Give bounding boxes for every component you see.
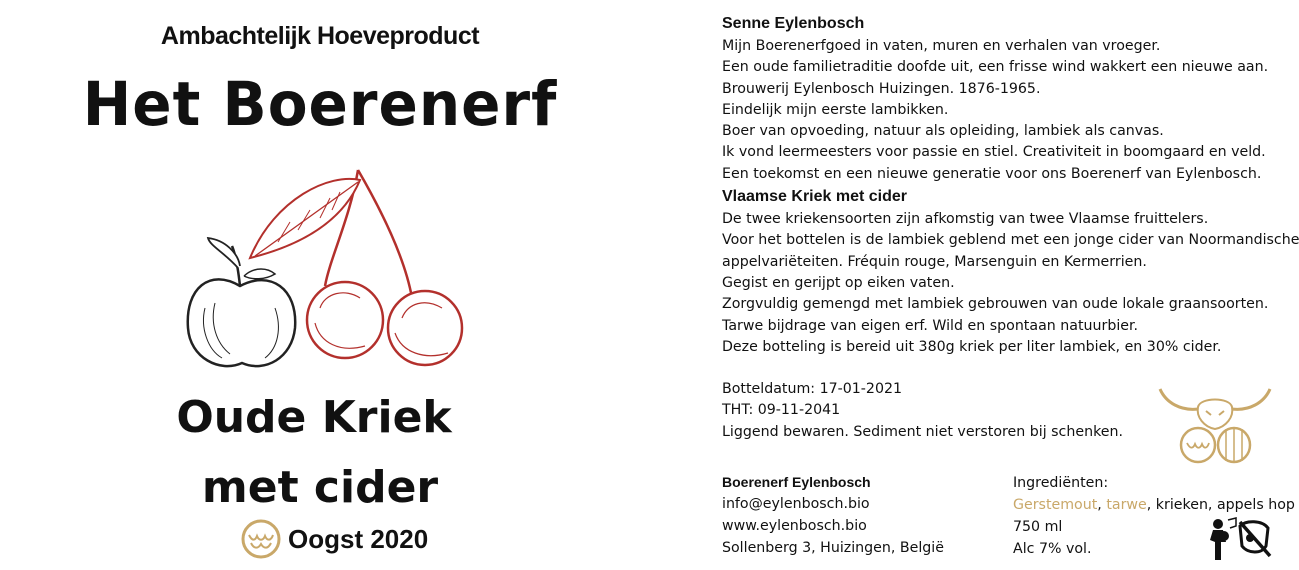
contact-address: Sollenberg 3, Huizingen, België bbox=[722, 540, 944, 556]
wavy-circle-logo-icon bbox=[240, 518, 282, 560]
bottling-date: Botteldatum: 17-01-2021 bbox=[722, 381, 903, 398]
harvest-badge bbox=[240, 518, 428, 560]
beer-line: appelvariëteiten. Fréquin rouge, Marsenguin en Kermerrien. bbox=[722, 253, 1147, 270]
ingredients-rest: , krieken, appels hop bbox=[1146, 497, 1295, 513]
allergen-wheat: tarwe bbox=[1106, 497, 1147, 513]
back-label-text bbox=[722, 12, 1299, 443]
best-before-date: THT: 09-11-2041 bbox=[722, 402, 841, 419]
contact-website: www.eylenbosch.bio bbox=[722, 518, 867, 534]
storage-instructions: Liggend bewaren. Sediment niet verstoren bij schenken. bbox=[722, 423, 1124, 440]
front-label bbox=[0, 0, 640, 570]
alcohol-percentage: Alc 7% vol. bbox=[1013, 541, 1092, 557]
harvest-year: Oogst 2020 bbox=[288, 523, 429, 554]
allergen-barley: Gerstemout bbox=[1013, 497, 1098, 513]
story-line: Brouwerij Eylenbosch Huizingen. 1876-1965. bbox=[722, 80, 1041, 97]
beer-name-line1: Oude Kriek bbox=[176, 392, 452, 443]
story-line: Ik vond leermeesters voor passie en stiel. Creativiteit in boomgaard en veld. bbox=[722, 144, 1266, 161]
contact-email: info@eylenbosch.bio bbox=[722, 496, 870, 512]
ingredients-list bbox=[1013, 494, 1295, 516]
volume: 750 ml bbox=[1013, 519, 1063, 535]
ingredients-separator: , bbox=[1097, 497, 1107, 513]
bull-barrel-logo-icon bbox=[1156, 383, 1274, 465]
warning-pictograms bbox=[1206, 516, 1272, 562]
brand-title: Het Boerenerf bbox=[82, 68, 558, 140]
story-line: Eindelijk mijn eerste lambikken. bbox=[722, 101, 949, 118]
story-line: Mijn Boerenerfgoed in vaten, muren en verhalen van vroeger. bbox=[722, 38, 1161, 54]
no-driving-icon bbox=[1240, 522, 1270, 556]
beer-line: Zorgvuldig gemengd met lambiek gebrouwen van oude lokale graansoorten. bbox=[722, 296, 1269, 313]
apple-cherry-illustration-icon bbox=[180, 158, 480, 373]
beer-name-line2: met cider bbox=[201, 462, 439, 513]
beer-line: De twee kriekensoorten zijn afkomstig van twee Vlaamse fruittelers. bbox=[722, 211, 1209, 228]
beer-line: Gegist en gerijpt op eiken vaten. bbox=[722, 274, 955, 291]
beer-line: Voor het bottelen is de lambiek geblend met een jonge cider van Noormandische bbox=[722, 232, 1299, 249]
story-line: Een oude familietraditie doofde uit, een frisse wind wakkert een nieuwe aan. bbox=[722, 59, 1269, 76]
beer-heading: Vlaamse Kriek met cider bbox=[722, 188, 907, 206]
story-line: Een toekomst en een nieuwe generatie voor ons Boerenerf van Eylenbosch. bbox=[722, 165, 1262, 182]
story-heading: Senne Eylenbosch bbox=[722, 15, 865, 32]
beer-line: Tarwe bijdrage van eigen erf. Wild en spontaan natuurbier. bbox=[722, 317, 1139, 334]
tagline: Ambachtelijk Hoeveproduct bbox=[160, 22, 480, 50]
contact-block bbox=[722, 472, 944, 559]
ingredients-heading: Ingrediënten: bbox=[1013, 475, 1109, 491]
story-line: Boer van opvoeding, natuur als opleiding, lambiek als canvas. bbox=[722, 123, 1164, 140]
brewery-name: Boerenerf Eylenbosch bbox=[722, 474, 871, 490]
pregnancy-warning-icon bbox=[1210, 518, 1236, 560]
beer-line: Deze botteling is bereid uit 380g kriek per liter lambiek, en 30% cider. bbox=[722, 338, 1222, 355]
